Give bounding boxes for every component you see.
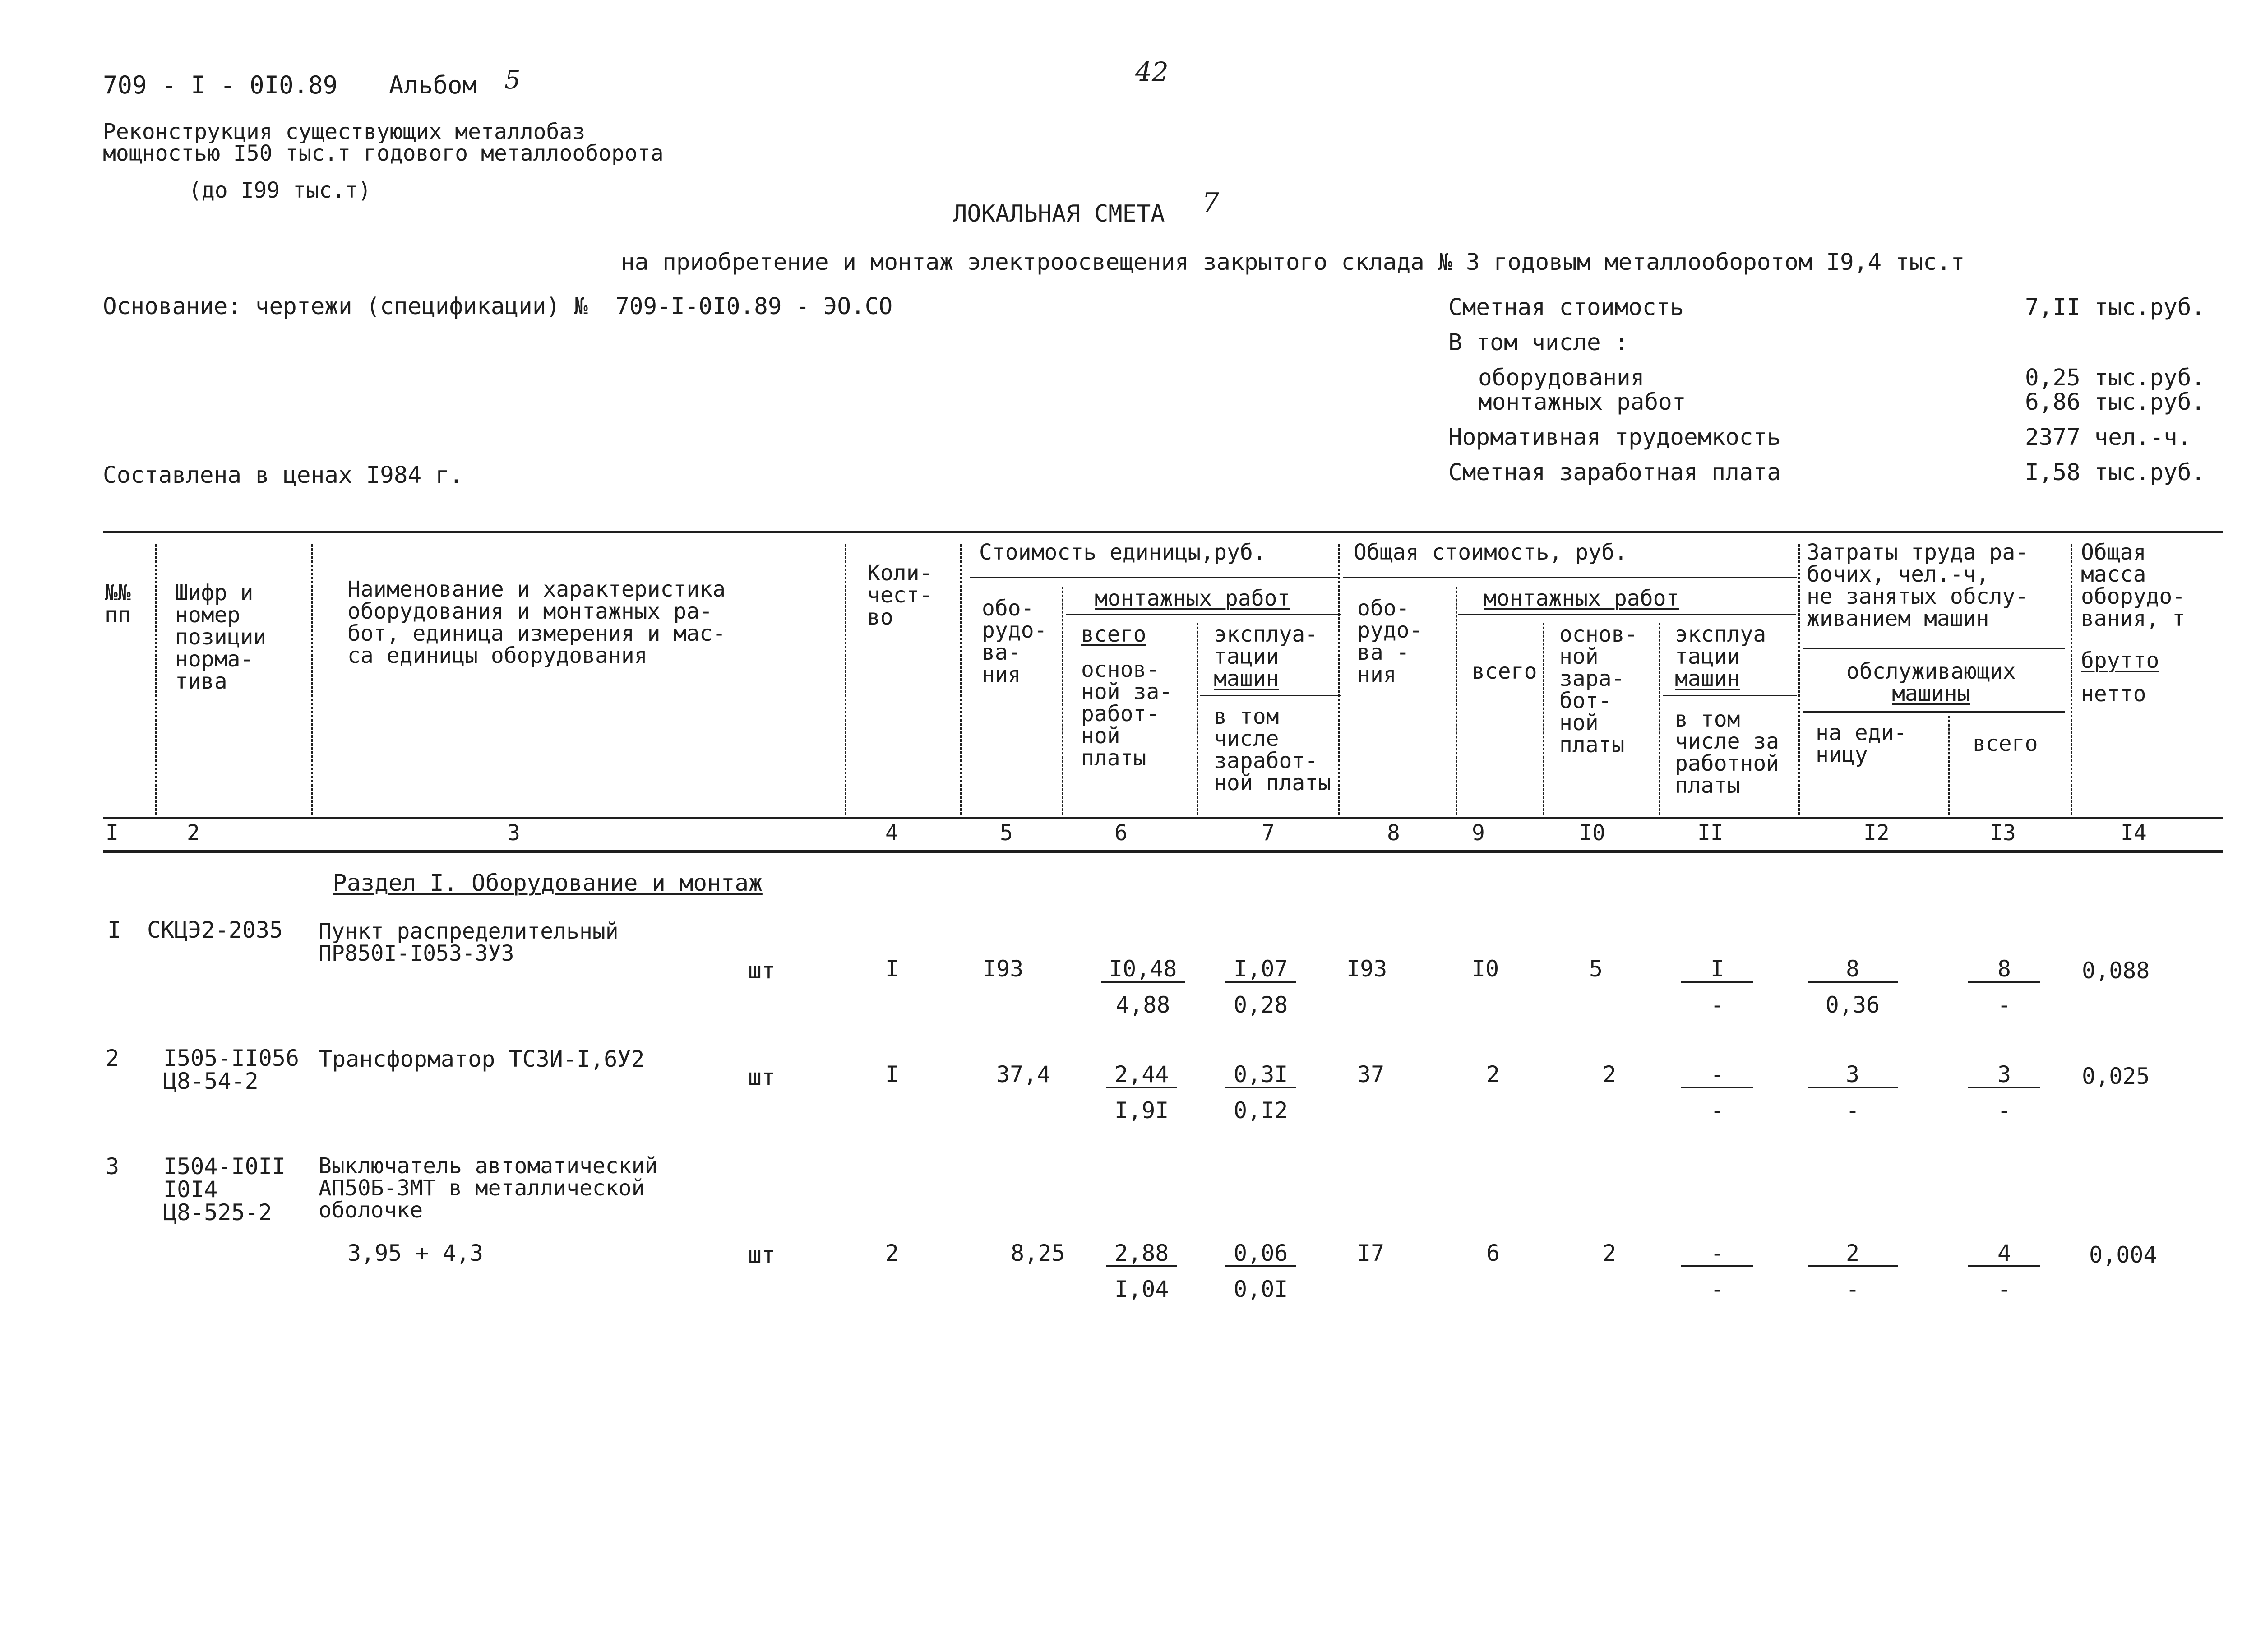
table-top-rule <box>103 531 2223 533</box>
page-number: 42 <box>1135 56 1169 87</box>
price-base-line: Составлена в ценах I984 г. <box>103 462 463 489</box>
row-3-qty: 2 <box>885 1240 899 1266</box>
header-all: всего <box>1973 731 2038 756</box>
summary-labor-value: 2377 чел.-ч. <box>2025 424 2191 451</box>
header-service: обслуживающих машины <box>1846 659 2016 706</box>
header-wage-6: основ- ной за- работ- ной платы <box>1081 657 1173 771</box>
section-title: Раздел I. Оборудование и монтаж <box>333 870 763 897</box>
header-total-9: всего <box>1472 659 1537 684</box>
title-mark: 7 <box>1202 187 1220 219</box>
summary-cost-value: 7,II тыс.руб. <box>2025 294 2205 321</box>
column-number: I2 <box>1863 820 1890 846</box>
summary-cost-label: Сметная стоимость <box>1448 294 1684 321</box>
row-3-name: Выключатель автоматический АП50Б-3МТ в металлической оболочке <box>319 1153 658 1223</box>
row-1-wage-total: 5 <box>1589 956 1603 982</box>
summary-equipment-label: оборудования <box>1478 365 1645 391</box>
album-number: 5 <box>504 65 521 95</box>
col-sep-2 <box>311 544 313 815</box>
header-machine-11: эксплуа тации машин <box>1675 622 1766 691</box>
column-number: 7 <box>1262 820 1275 846</box>
row-1-num: I <box>107 917 121 943</box>
row-1-equip-unit: I93 <box>983 956 1024 982</box>
total-install-rule <box>1458 614 1796 615</box>
summary-labor-label: Нормативная трудоемкость <box>1448 424 1781 451</box>
summary-wage-value: I,58 тыс.руб. <box>2025 459 2205 486</box>
row-3-machine-total: - - <box>1681 1242 1753 1300</box>
labor-rule <box>1803 648 2065 649</box>
album-code: 709 - I - 0I0.89 <box>103 71 338 99</box>
header-machine-11-sub: в том числе за работной платы <box>1675 707 1780 798</box>
column-number: I0 <box>1579 820 1605 846</box>
col-sep-13 <box>2071 544 2072 815</box>
row-3-mass: 0,004 <box>2089 1242 2157 1268</box>
row-3-code: I504-I0II I0I4 Ц8-525-2 <box>163 1153 286 1226</box>
subtitle: на приобретение и монтаж электроосвещения закрытого склада № 3 годовым металлооборотом I9,4 тыс.т <box>621 249 1965 276</box>
row-2-mass: 0,025 <box>2082 1063 2150 1089</box>
column-number: 2 <box>187 820 200 846</box>
row-2-code: I505-II056 Ц8-54-2 <box>163 1045 300 1094</box>
row-2-wage-total: 2 <box>1603 1061 1617 1087</box>
total-cost-rule <box>1343 577 1797 578</box>
row-1-install-unit: $\frac{I0,48}{4,88}$ <box>1101 958 1185 1016</box>
column-number: 3 <box>507 820 520 846</box>
page-title: ЛОКАЛЬНАЯ СМЕТА <box>953 200 1165 227</box>
col-sep-4 <box>960 544 962 815</box>
column-numbers-bottom-rule <box>103 850 2223 853</box>
row-2-qty: I <box>885 1061 899 1087</box>
row-3-unit: шт <box>748 1242 776 1268</box>
header-equip-5: обо- рудо- ва- ния <box>982 596 1047 687</box>
row-3-equip-total: I7 <box>1357 1240 1385 1266</box>
row-1-equip-total: I93 <box>1346 956 1387 982</box>
row-2-labor-total: 3 - <box>1968 1063 2040 1122</box>
row-1-machine-unit: $\frac{I,07}{0,28}$ <box>1225 958 1296 1016</box>
header-labor: Затраты труда ра- бочих, чел.-ч, не занятых обслу- живанием машин <box>1807 540 2029 631</box>
row-1-mass: 0,088 <box>2082 958 2150 984</box>
row-3-equip-unit: 8,25 <box>1011 1240 1065 1266</box>
row-2-install-unit: $\frac{2,44}{I,9I}$ <box>1106 1063 1177 1122</box>
col-sep-9 <box>1543 623 1544 815</box>
row-2-install-total: 2 <box>1486 1061 1500 1087</box>
basis-line: Основание: чертежи (спецификации) № 709-I-0I0.89 - ЭО.СО <box>103 293 893 320</box>
col-sep-1 <box>155 544 157 815</box>
row-1-name: Пункт распределительный ПР850I-I053-3У3 <box>319 919 619 966</box>
header-install-works-2: монтажных работ <box>1484 586 1679 611</box>
col-sep-8 <box>1456 587 1457 815</box>
total-machine-rule <box>1663 695 1797 696</box>
row-3-mass-note: 3,95 + 4,3 <box>347 1240 484 1266</box>
summary-including-label: В том числе : <box>1448 329 1629 356</box>
row-1-labor-per-unit: $\frac{8}{0,36}$ <box>1808 958 1898 1016</box>
album-label: Альбом <box>389 71 477 99</box>
col-sep-5 <box>1062 587 1063 815</box>
row-3-wage-total: 2 <box>1603 1240 1617 1266</box>
column-number: I <box>106 820 119 846</box>
row-2-num: 2 <box>106 1045 120 1071</box>
header-unit-cost: Стоимость единицы,руб. <box>979 540 1266 565</box>
row-1-unit: шт <box>748 958 776 984</box>
column-number: I4 <box>2121 820 2147 846</box>
col-sep-10 <box>1659 623 1660 815</box>
row-2-unit: шт <box>748 1064 776 1090</box>
header-wage-10: основ- ной зара- бот- ной платы <box>1559 622 1638 758</box>
row-2-equip-unit: 37,4 <box>996 1061 1051 1087</box>
row-1-qty: I <box>885 956 899 982</box>
header-num: №№ пп <box>105 580 131 628</box>
unit-install-rule <box>1066 614 1341 615</box>
column-number: I3 <box>1990 820 2016 846</box>
header-install-works: монтажных работ <box>1095 586 1290 611</box>
row-3-labor-per-unit: 2 - <box>1808 1242 1898 1300</box>
column-number: 6 <box>1114 820 1128 846</box>
col-sep-3 <box>845 544 846 815</box>
unit-cost-rule <box>970 577 1340 578</box>
row-1-install-total: I0 <box>1472 956 1499 982</box>
header-net: нетто <box>2081 681 2146 707</box>
row-2-name: Трансформатор ТСЗИ-I,6У2 <box>319 1046 645 1072</box>
col-sep-7 <box>1338 544 1340 815</box>
column-number: 9 <box>1472 820 1485 846</box>
row-2-equip-total: 37 <box>1357 1061 1385 1087</box>
row-1-labor-total: 8 - <box>1968 958 2040 1016</box>
project-line-1: Реконструкция существующих металлобаз <box>103 119 586 144</box>
row-3-install-total: 6 <box>1486 1240 1500 1266</box>
header-qty: Коли- чест- во <box>867 560 933 630</box>
row-1-code: СКЦЭ2-2035 <box>147 917 283 943</box>
summary-install-value: 6,86 тыс.руб. <box>2025 389 2205 416</box>
row-3-machine-unit: $\frac{0,06}{0,0I}$ <box>1225 1242 1296 1300</box>
col-sep-12 <box>1948 716 1950 815</box>
col-sep-11 <box>1798 544 1800 815</box>
column-number: 5 <box>1000 820 1013 846</box>
column-number: II <box>1697 820 1724 846</box>
col-sep-6 <box>1197 623 1198 815</box>
row-3-num: 3 <box>106 1153 120 1180</box>
header-per-unit: на еди- ницу <box>1816 720 1907 768</box>
header-machine-7-sub: в том числе заработ- ной платы <box>1214 704 1331 796</box>
summary-equipment-value: 0,25 тыс.руб. <box>2025 365 2205 391</box>
column-number: 8 <box>1387 820 1400 846</box>
header-total-cost: Общая стоимость, руб. <box>1354 540 1627 565</box>
project-line-2: мощностью I50 тыс.т годового металлооборота <box>103 141 664 166</box>
row-2-machine-unit: $\frac{0,3I}{0,I2}$ <box>1225 1063 1296 1122</box>
header-equip-8: обо- рудо- ва - ния <box>1357 596 1423 687</box>
header-gross: брутто <box>2081 648 2159 673</box>
summary-install-label: монтажных работ <box>1478 389 1686 416</box>
row-1-machine-total: I - <box>1681 958 1753 1016</box>
row-3-install-unit: $\frac{2,88}{I,04}$ <box>1106 1242 1177 1300</box>
row-3-labor-total: 4 - <box>1968 1242 2040 1300</box>
header-total-6: всего <box>1081 622 1146 647</box>
row-2-machine-total: - - <box>1681 1063 1753 1122</box>
header-name: Наименование и характеристика оборудования и монтажных ра- бот, единица измерения и мас- са единицы оборудования <box>347 577 726 668</box>
summary-wage-label: Сметная заработная плата <box>1448 459 1781 486</box>
header-mass: Общая масса оборудо- вания, т <box>2081 540 2186 631</box>
unit-machine-rule <box>1200 695 1341 696</box>
row-2-labor-per-unit: 3 - <box>1808 1063 1898 1122</box>
service-rule <box>1803 711 2065 713</box>
header-machine-7: эксплуа- тации машин <box>1214 622 1318 691</box>
column-number: 4 <box>885 820 898 846</box>
header-code: Шифр и номер позиции норма- тива <box>175 580 267 694</box>
column-numbers-top-rule <box>103 817 2223 819</box>
project-line-3: (до I99 тыс.т) <box>189 178 371 203</box>
